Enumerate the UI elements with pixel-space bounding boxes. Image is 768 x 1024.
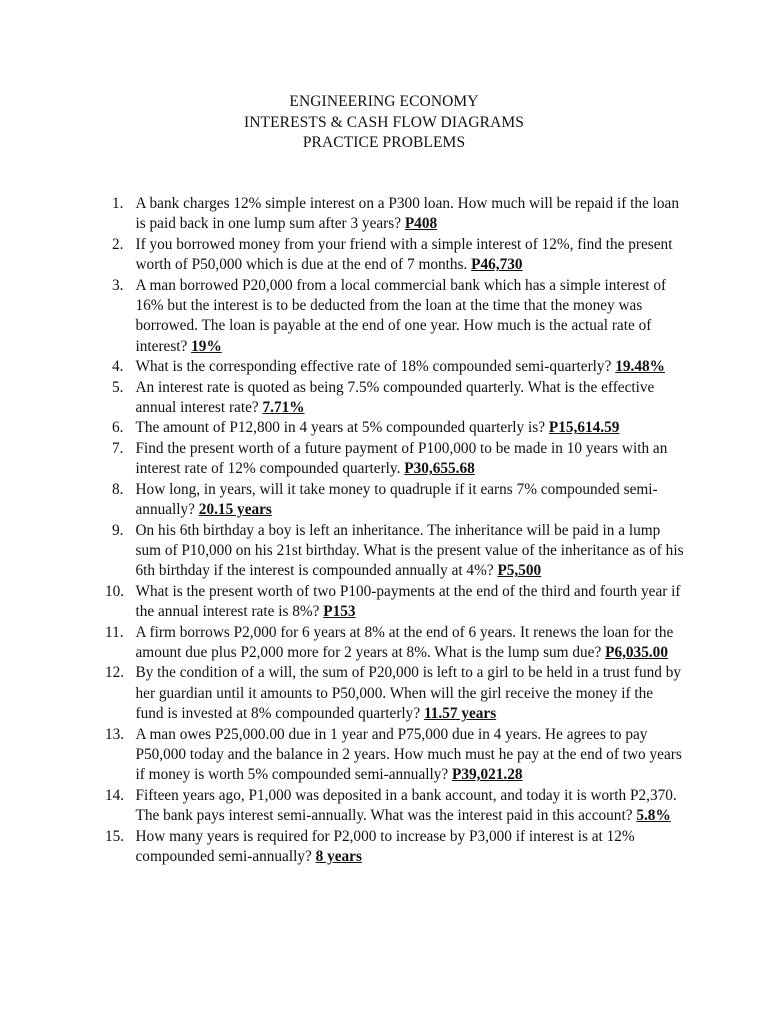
- problem-number: 12.: [105, 664, 125, 682]
- problem-item: [112, 276, 684, 358]
- document-header: [0, 92, 768, 154]
- problem-answer: P30,655.68: [404, 460, 475, 478]
- problem-text: A man borrowed P20,000 from a local commercial bank which has a simple interest of 16% but the interest is to be deducted from the loan at the time that the money was borrowed. The loan is payable at the end of one year. How much is the actual rate of interest?: [135, 276, 667, 355]
- problem-text: What is the corresponding effective rate of 18% compounded semi-quarterly?: [135, 358, 616, 376]
- problem-item: [112, 418, 684, 438]
- problem-text: Fifteen years ago, P1,000 was deposited in a bank account, and today it is worth P2,370. The bank pays interest semi-annually. What was the interest paid in this account?: [135, 786, 677, 825]
- problem-item: [105, 663, 684, 724]
- topic-title: INTERESTS & CASH FLOW DIAGRAMS: [243, 113, 525, 131]
- problem-text: An interest rate is quoted as being 7.5% compounded quarterly. What is the effective annual interest rate?: [135, 378, 655, 417]
- problem-item: [105, 582, 684, 623]
- problem-number: 9.: [112, 521, 124, 539]
- problem-number: 14.: [105, 786, 125, 804]
- problem-text: On his 6th birthday a boy is left an inheritance. The inheritance will be paid in a lump sum of P10,000 on his 21st birthday. What is the present value of the inheritance as of his 6th birthday if the interest is compounded annually at 4%?: [135, 521, 684, 580]
- problem-answer: 19%: [191, 337, 222, 355]
- problem-answer: P15,614.59: [548, 419, 620, 437]
- problem-item: [112, 439, 684, 480]
- problem-number: 13.: [105, 725, 125, 743]
- problem-answer: P46,730: [471, 256, 523, 274]
- problem-item: [112, 480, 684, 521]
- course-title: ENGINEERING ECONOMY: [289, 93, 479, 110]
- problem-answer: P153: [323, 603, 356, 621]
- problem-answer: P6,035.00: [605, 643, 668, 661]
- problem-answer: 7.71%: [262, 399, 305, 417]
- problem-number: 15.: [105, 827, 125, 845]
- problem-answer: 11.57 years: [423, 705, 497, 723]
- problem-item: [112, 235, 684, 276]
- problem-item: [112, 521, 684, 582]
- problem-number: 6.: [112, 419, 124, 437]
- problem-item: [112, 357, 684, 377]
- problem-answer: 19.48%: [615, 358, 665, 376]
- problem-text: What is the present worth of two P100-payments at the end of the third and fourth year if the annual interest rate is 8%?: [135, 582, 681, 621]
- problem-answer: 20.15 years: [198, 501, 272, 519]
- problem-text: If you borrowed money from your friend with a simple interest of 12%, find the present worth of P50,000 which is due at the end of 7 months.: [135, 235, 673, 274]
- problem-text: The amount of P12,800 in 4 years at 5% compounded quarterly is?: [135, 419, 549, 437]
- problem-answer: P39,021.28: [452, 766, 523, 784]
- problem-number: 2.: [112, 235, 124, 253]
- problem-list: [105, 194, 684, 867]
- problem-number: 5.: [112, 378, 124, 396]
- problem-answer: P408: [404, 215, 438, 233]
- problem-answer: 5.8%: [636, 807, 671, 825]
- problem-answer: P5,500: [497, 562, 542, 580]
- section-title: PRACTICE PROBLEMS: [302, 134, 466, 151]
- problem-text: How long, in years, will it take money to quadruple if it earns 7% compounded semi-annually?: [135, 480, 658, 519]
- problem-item: [105, 786, 684, 827]
- problem-text: How many years is required for P2,000 to increase by P3,000 if interest is at 12% compounded semi-annually?: [135, 827, 635, 865]
- problem-text: A firm borrows P2,000 for 6 years at 8% at the end of 6 years. It renews the loan for the amount due plus P2,000 more for 2 years at 8%. What is the lump sum due?: [135, 623, 674, 661]
- problem-number: 1.: [112, 195, 124, 212]
- problem-text: Find the present worth of a future payment of P100,000 to be made in 10 years with an interest rate of 12% compounded quarterly.: [135, 439, 668, 478]
- problem-number: 10.: [105, 582, 125, 600]
- problem-text: A bank charges 12% simple interest on a P300 loan. How much will be repaid if the loan is paid back in one lump sum after 3 years?: [135, 195, 679, 233]
- problem-number: 11.: [105, 623, 124, 641]
- problem-number: 4.: [112, 358, 124, 376]
- problem-item: [112, 194, 684, 235]
- problem-text: By the condition of a will, the sum of P20,000 is left to a girl to be held in a trust fund by her guardian until it amounts to P50,000. When will the girl receive the money if the fund is invested at 8% compounded quarterly?: [135, 664, 682, 723]
- problem-number: 3.: [112, 276, 124, 294]
- problem-number: 7.: [112, 439, 124, 457]
- problem-text: A man owes P25,000.00 due in 1 year and P75,000 due in 4 years. He agrees to pay P50,000 today and the balance in 2 years. How much must he pay at the end of two years if money is worth 5% compounded semi-annually?: [135, 725, 682, 784]
- problem-number: 8.: [112, 480, 124, 498]
- problem-item: [105, 623, 684, 664]
- problem-answer: 8 years: [315, 848, 362, 865]
- problem-item: [105, 725, 684, 786]
- problem-item: [105, 827, 684, 868]
- problem-item: [112, 378, 684, 419]
